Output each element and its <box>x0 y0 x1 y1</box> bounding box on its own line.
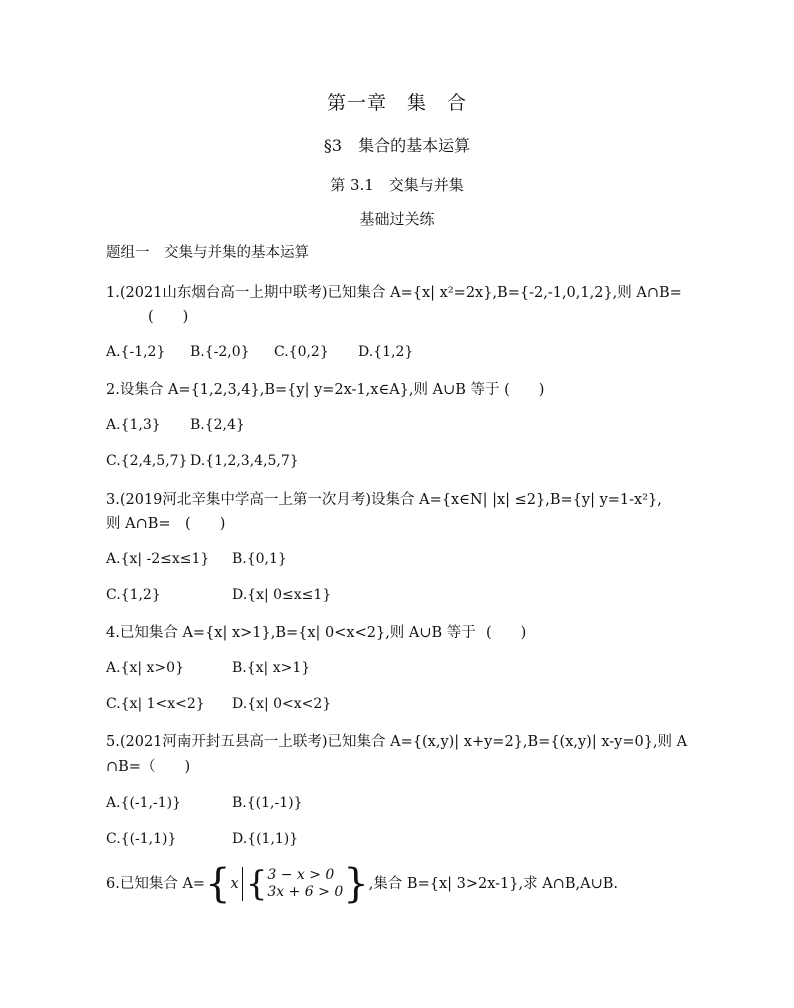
q3-option-b[interactable]: B.{0,1} <box>232 551 287 567</box>
q2-option-b[interactable]: B.{2,4} <box>190 417 245 433</box>
question-4-stem: 4.已知集合 A={x| x>1},B={x| 0<x<2},则 A∪B 等于 <box>106 625 476 641</box>
q1-option-a[interactable]: A.{-1,2} <box>106 344 166 360</box>
question-5-continuation: ∩B=（ ) <box>106 759 191 775</box>
question-3-continuation: 则 A∩B= ( ) <box>106 516 226 532</box>
q6-suffix: ,集合 B={x| 3>2x-1},求 A∩B,A∪B. <box>368 876 618 892</box>
q3-option-d[interactable]: D.{x| 0≤x≤1} <box>232 587 332 603</box>
q2-option-c[interactable]: C.{2,4,5,7} <box>106 453 188 469</box>
q5-option-b[interactable]: B.{(1,-1)} <box>232 795 303 811</box>
system-brace-icon: { <box>245 864 268 904</box>
subsection-title: 第 3.1 交集与并集 <box>330 176 464 194</box>
group-heading: 题组一 交集与并集的基本运算 <box>106 245 309 261</box>
practice-title: 基础过关练 <box>359 210 435 228</box>
inequality-system <box>267 867 343 901</box>
q3-option-c[interactable]: C.{1,2} <box>106 587 161 603</box>
inequality-1: 3 − x > 0 <box>267 867 335 883</box>
q1-option-c[interactable]: C.{0,2} <box>274 344 329 360</box>
question-5-stem: 5.(2021河南开封五县高一上联考)已知集合 A={(x,y)| x+y=2},B={(x,y)| x-y=0},则 A <box>106 734 688 750</box>
question-6 <box>106 861 618 907</box>
q2-option-d[interactable]: D.{1,2,3,4,5,7} <box>190 453 299 469</box>
question-1-stem: 1.(2021山东烟台高一上期中联考)已知集合 A={x| x²=2x},B={-2,-1,0,1,2},则 A∩B= <box>106 285 682 301</box>
q4-option-a[interactable]: A.{x| x>0} <box>106 660 184 676</box>
right-brace-icon: } <box>343 861 369 907</box>
question-2-stem: 2.设集合 A={1,2,3,4},B={y| y=2x-1,x∈A},则 A∪B 等于 ( ) <box>106 382 545 398</box>
q1-option-b[interactable]: B.{-2,0} <box>190 344 250 360</box>
set-divider <box>242 867 243 901</box>
q4-option-c[interactable]: C.{x| 1<x<2} <box>106 696 205 712</box>
q5-option-c[interactable]: C.{(-1,1)} <box>106 831 177 847</box>
chapter-title: 第一章 集 合 <box>326 92 467 114</box>
q3-option-a[interactable]: A.{x| -2≤x≤1} <box>106 551 210 567</box>
q4-option-d[interactable]: D.{x| 0<x<2} <box>232 696 332 712</box>
question-3-stem: 3.(2019河北辛集中学高一上第一次月考)设集合 A={x∈N| |x| ≤2},B={y| y=1-x²}, <box>106 492 662 508</box>
q6-set-variable: x <box>230 876 239 892</box>
inequality-2: 3x + 6 > 0 <box>267 884 344 900</box>
q2-option-a[interactable]: A.{1,3} <box>106 417 161 433</box>
left-brace-icon: { <box>205 861 231 907</box>
section-title: §3 集合的基本运算 <box>323 136 471 155</box>
q5-option-d[interactable]: D.{(1,1)} <box>232 831 299 847</box>
q4-option-b[interactable]: B.{x| x>1} <box>232 660 311 676</box>
q1-option-d[interactable]: D.{1,2} <box>358 344 414 360</box>
q6-prefix: 6.已知集合 A= <box>106 876 206 892</box>
question-4-paren: ( ) <box>486 625 527 641</box>
q5-option-a[interactable]: A.{(-1,-1)} <box>106 795 182 811</box>
question-1-paren: ( ) <box>148 309 189 325</box>
